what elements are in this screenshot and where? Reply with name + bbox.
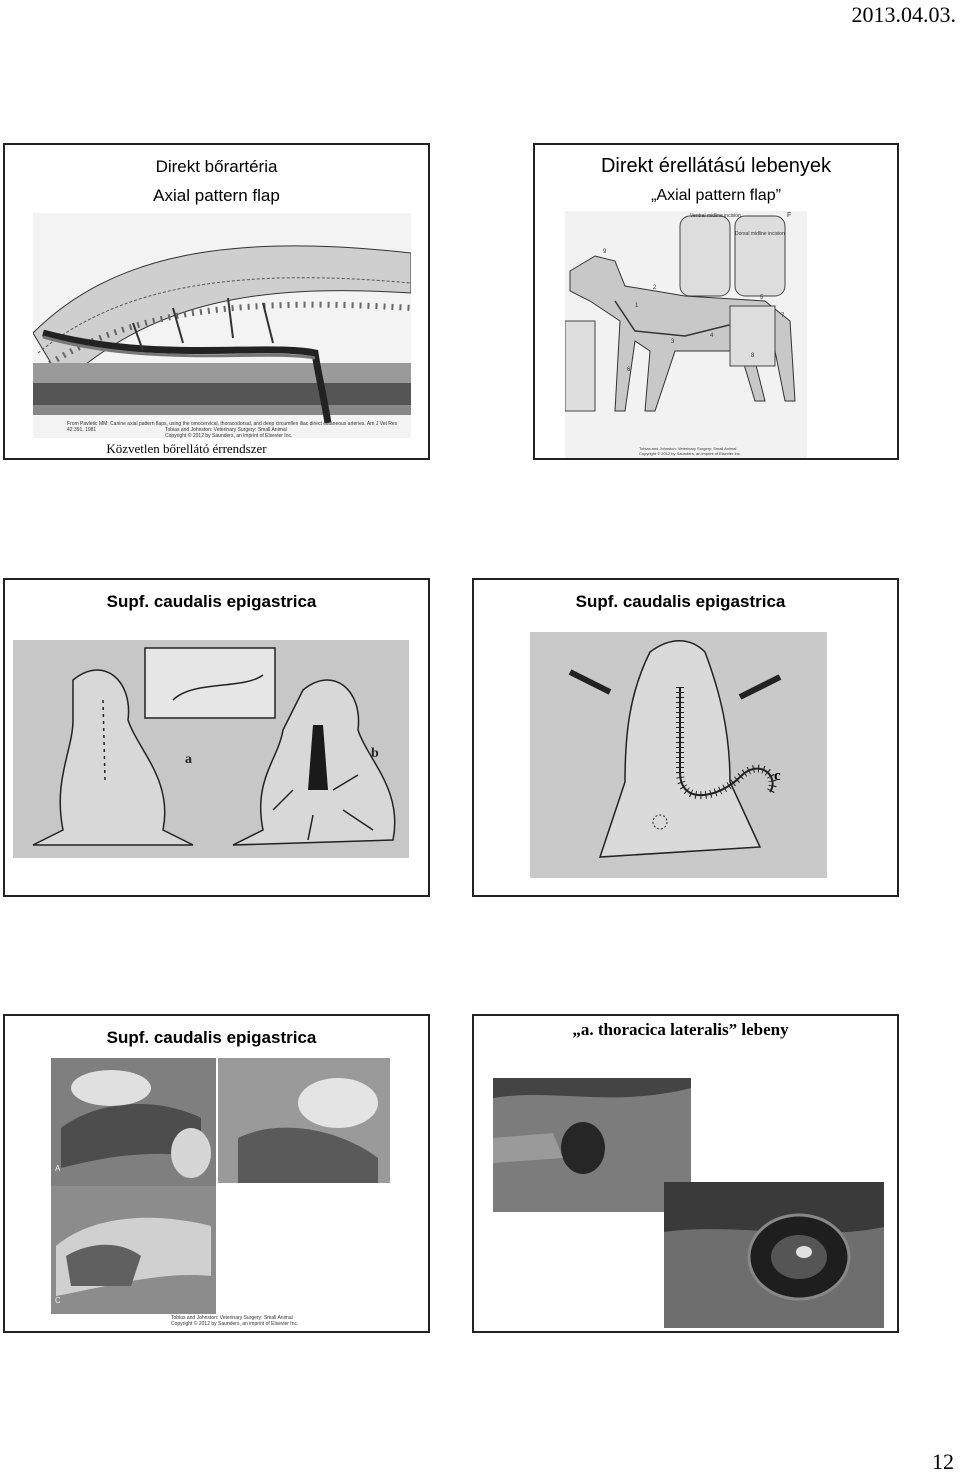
- surgery-photo-a: [51, 1058, 216, 1186]
- surgery-photo-c: [51, 1186, 216, 1314]
- label-c: c: [774, 768, 781, 784]
- number-label: 7: [781, 313, 785, 319]
- number-label: 6: [627, 367, 631, 373]
- figure-caption: Közvetlen bőrellátó érrendszer: [106, 441, 267, 456]
- slide-title-line2: Axial pattern flap: [153, 186, 280, 205]
- slide-title: Supf. caudalis epigastrica: [575, 592, 786, 611]
- slide-axial-pattern-flap: [3, 143, 430, 460]
- figure-credit-2: Copyright © 2012 by Saunders, an imprint of Elsevier Inc.: [171, 1321, 299, 1327]
- figure-credit-1: Tobias and Johnston: Veterinary Surgery: Small Animal: [639, 446, 737, 451]
- surgery-photo-b: [218, 1058, 390, 1183]
- number-label: 3: [671, 339, 675, 345]
- label-dorsal-incision: Dorsal midline incision: [735, 231, 785, 237]
- wound-photo-1: [493, 1078, 691, 1212]
- label-ventral-incision: Ventral midline incision: [690, 213, 741, 219]
- dog-artery-diagram: [565, 211, 807, 459]
- slide-title: Supf. caudalis epigastrica: [106, 1028, 317, 1047]
- number-label: 9: [603, 249, 607, 255]
- label-b: b: [371, 746, 379, 761]
- wound-photo-2: [664, 1182, 884, 1328]
- slide-supf-caudalis-3: [3, 1014, 430, 1333]
- label-f: F: [787, 212, 792, 219]
- label-a: a: [185, 752, 192, 767]
- photo-label-a: A: [55, 1164, 61, 1173]
- sutured-flap-diagram: [530, 632, 827, 878]
- figure-credit-3: Copyright © 2012 by Saunders, an imprint of Elsevier Inc.: [165, 433, 293, 439]
- page-number: 12: [932, 1449, 954, 1474]
- figure-credit-1: From Pavletic MM: Canine axial pattern flaps, using the omocervical, thoracodorsal, and deep circumflex iliac direct cutaneous arteries. Am J Vet Res 42:391, 1981: [67, 421, 398, 433]
- slide-title-line2: „Axial pattern flap”: [651, 187, 781, 204]
- slide-direct-vascular-flaps: [533, 143, 899, 460]
- slide-title-line1: Direkt érellátású lebenyek: [600, 155, 832, 177]
- figure-credit-2: Copyright © 2012 by Saunders, an imprint of Elsevier Inc.: [639, 451, 741, 456]
- number-label: 1: [635, 303, 639, 309]
- number-label: 2: [653, 285, 657, 291]
- slide-title-line1: Direkt bőrartéria: [155, 157, 278, 176]
- number-label: 8: [751, 353, 755, 359]
- slide-title: „a. thoracica lateralis” lebeny: [572, 1020, 789, 1039]
- photo-label-c: C: [55, 1296, 61, 1305]
- flap-technique-diagram: [13, 640, 409, 858]
- skin-layers-diagram: [33, 213, 411, 438]
- slide-thoracica-lateralis: [472, 1014, 899, 1333]
- slide-title: Supf. caudalis epigastrica: [106, 592, 317, 611]
- number-label: 4: [710, 333, 714, 339]
- slide-supf-caudalis-2: [472, 578, 899, 897]
- slide-supf-caudalis-1: [3, 578, 430, 897]
- header-date: 2013.04.03.: [851, 2, 956, 27]
- number-label: 5: [760, 295, 764, 301]
- figure-credit-2: Tobias and Johnston: Veterinary Surgery: Small Animal: [165, 427, 287, 433]
- figure-credit-1: Tobias and Johnston: Veterinary Surgery: Small Animal: [171, 1315, 293, 1321]
